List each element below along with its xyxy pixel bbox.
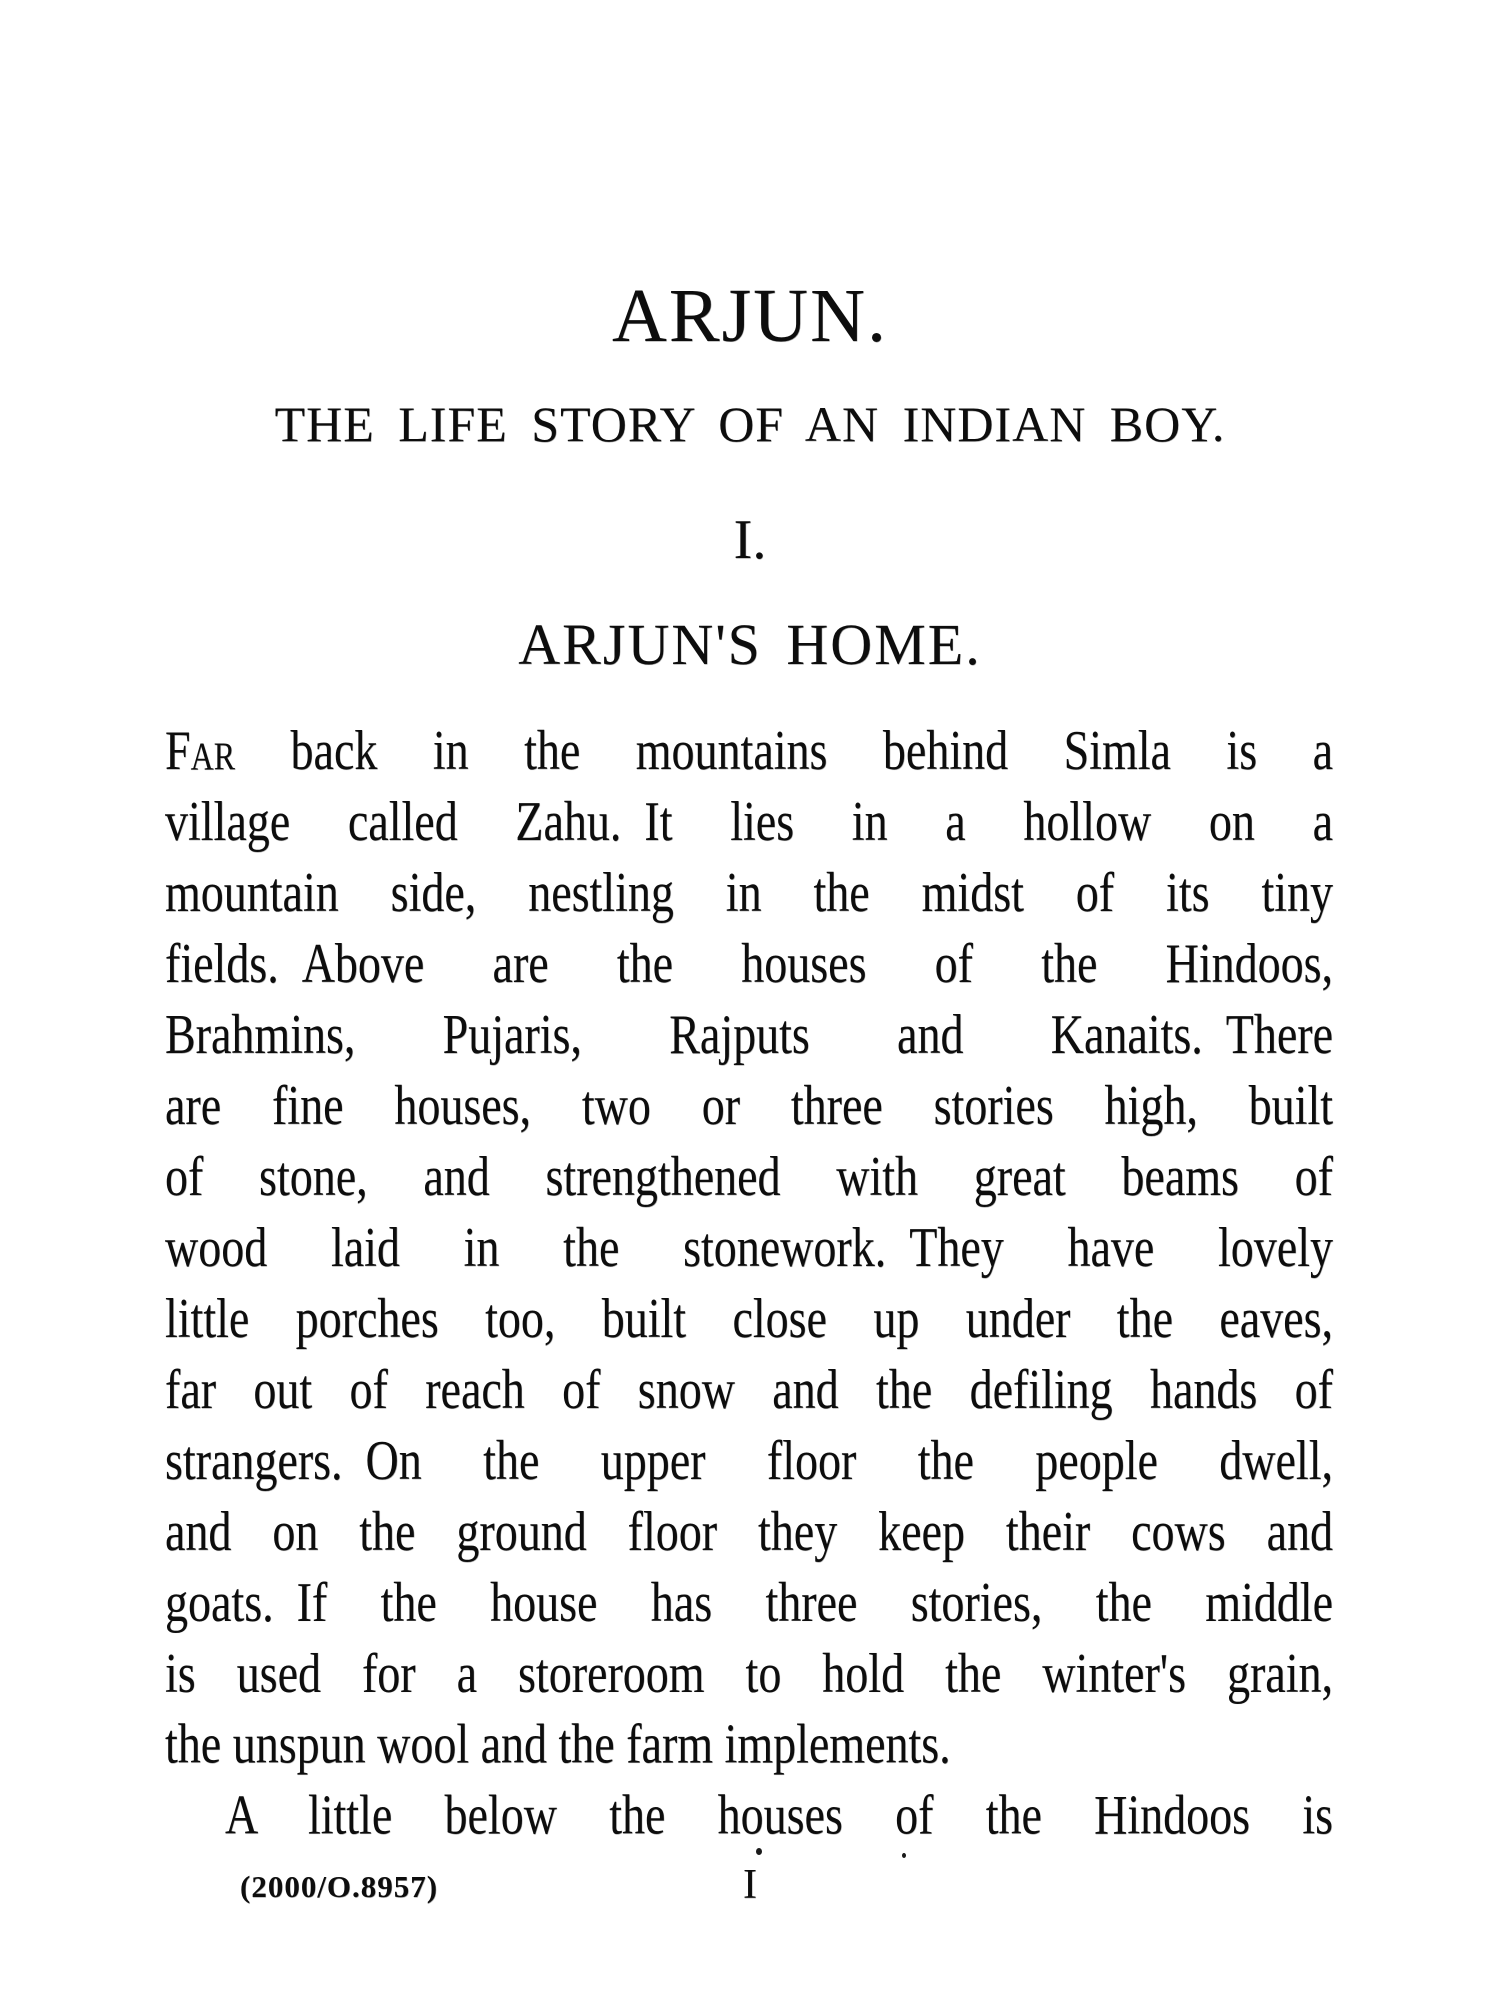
paragraph-lead-word: Far xyxy=(165,718,236,782)
chapter-title: ARJUN'S HOME. xyxy=(518,612,982,677)
printer-code: (2000/O.8957) xyxy=(240,1869,439,1904)
text-line: A little below the houses of the Hindoos is xyxy=(225,1783,1333,1846)
text-line: Brahmins, Pujaris, Rajputs and Kanaits. There xyxy=(165,1002,1333,1066)
text-line: are fine houses, two or three stories high, built xyxy=(165,1073,1333,1137)
text-line: fields. Above are the houses of the Hindoos, xyxy=(165,931,1333,995)
text-line: little porches too, built close up under the eaves, xyxy=(165,1286,1333,1350)
book-title: ARJUN. xyxy=(612,274,888,358)
page-number: I xyxy=(743,1862,757,1908)
text-line: village called Zahu. It lies in a hollow on a xyxy=(165,789,1333,853)
text-line: goats. If the house has three stories, the middle xyxy=(165,1570,1333,1633)
text-line: strangers. On the upper floor the people dwell, xyxy=(165,1428,1333,1492)
ink-speck xyxy=(756,1848,762,1855)
text-line: is used for a storeroom to hold the winter's grain, xyxy=(165,1641,1333,1704)
body-text xyxy=(165,715,1333,1851)
chapter-number: I. xyxy=(733,509,767,571)
text-line-rest: back in the mountains behind Simla is a xyxy=(235,718,1333,782)
text-line: far out of reach of snow and the defiling hands of xyxy=(165,1357,1333,1421)
text-line: of stone, and strengthened with great beams of xyxy=(165,1144,1333,1208)
text-line xyxy=(165,715,1333,786)
ink-speck xyxy=(902,1853,906,1858)
text-line: wood laid in the stonework. They have lovely xyxy=(165,1215,1333,1279)
text-line: the unspun wool and the farm implements. xyxy=(165,1712,951,1775)
book-subtitle: THE LIFE STORY OF AN INDIAN BOY. xyxy=(274,396,1226,452)
text-line: and on the ground floor they keep their cows and xyxy=(165,1499,1333,1563)
text-line: mountain side, nestling in the midst of its tiny xyxy=(165,860,1333,924)
